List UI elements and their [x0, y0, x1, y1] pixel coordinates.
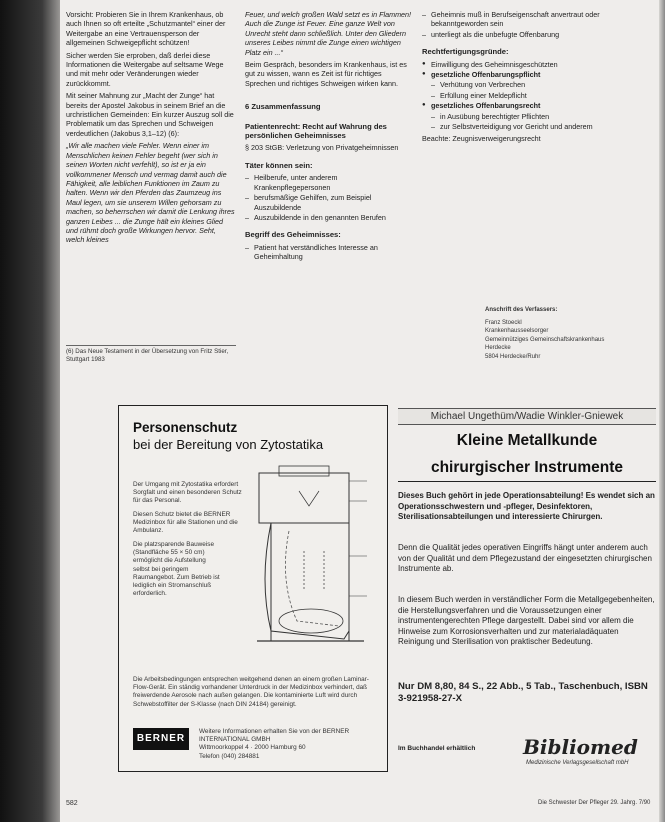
- law-reference: § 203 StGB: Verletzung von Privatgeheimnissen: [245, 143, 399, 153]
- list-item: ● Einwilligung des Geheimnisgeschützten: [422, 60, 654, 69]
- left-text-column: [66, 10, 236, 248]
- paragraph: Beim Gespräch, besonders im Krankenhaus, ist es gut zu wissen, wann es Zeit ist für richtiges Sprechen und richtiges Schweigen wirken kann.: [245, 60, 407, 88]
- list-item: – Verhütung von Verbrechen: [431, 80, 654, 89]
- advertisement-book: [398, 405, 660, 770]
- paragraph: Vorsicht: Probieren Sie in Ihrem Krankenhaus, ob auch Ihnen so oft erteilte „Schutzmantel“ einer der Weitergabe an eine Vertrauensperson der allgemeinen Schweigepflicht schützen!: [66, 10, 226, 48]
- ad-text: Diesen Schutz bietet die BERNER Medizinbox für alle Stationen und die Ambulanz.: [133, 511, 238, 535]
- ad-text: In diesem Buch werden in verständlicher Form die Metallgegebenheiten, die Herstellungsverfahren und die Voraussetzungen einer instrumentengerechten Pflege dargestellt. Dabei sind vor allem die Hinweise zum Korrosionsverhalten und zur materialadäquaten Reinigung und Sterilisation von praktischer Bedeutung.: [398, 595, 655, 647]
- berner-logo: BERNER: [133, 728, 189, 750]
- address-line: Krankenhausseelsorger: [485, 328, 549, 334]
- magazine-page: [60, 0, 660, 822]
- list-item: – Patient hat verständliches Interesse an Geheimhaltung: [245, 243, 413, 262]
- list-item: – Heilberufe, unter anderem Krankenpflegepersonen: [245, 173, 413, 192]
- bible-quote-continued: Feuer, und welch großen Wald setzt es in Flammen! Auch die Zunge ist Feuer. Eine ganze Welt von Unrecht steht dann schließlich. Unter den Gliedern unseres Leibes nimmt die Zunge einen wichtigen Platz ein ...“: [245, 10, 412, 57]
- ad-text: Denn die Qualität jedes operativen Eingriffs hängt unter anderem auch von der Qualität und dem Pflegezustand der eingesetzten chirurgischen Instrumente ab.: [398, 543, 652, 574]
- address-line: Franz Stoeckl: [485, 319, 522, 326]
- book-authors: Michael Ungethüm/Wadie Winkler-Gniewek: [398, 408, 656, 425]
- subheading: Rechtfertigungsgründe:: [422, 47, 509, 57]
- medizinbox-diagram: [249, 461, 377, 673]
- bible-quote: „Wir alle machen viele Fehler. Wenn einer im Menschlichen keinen Fehler begeht (wer sich in seinen Worten nicht verfehlt), so ist er ja ein vollkommener Mensch und vermag damit auch die Fähigkeit, alle leiblichen Funktionen im Zaum zu halten. Wenn wir den Pferden das Zaumzeug ins Maul legen, um sie unserem Willen gehorsam zu machen, so beherrschen wir damit die Lenkung ihres ganzen Leibes ... die Zunge hält ein kleines Glied und rühmt doch große Wirkungen hervor. Seht, welch kleines: [66, 141, 235, 245]
- list: [422, 10, 654, 39]
- list-item: – Auszubildende in den genannten Berufen: [245, 213, 413, 222]
- contact-line: Wittmoorkoppel 4 · 2000 Hamburg 60: [199, 744, 306, 752]
- list-item: ● gesetzliches Offenbarungsrecht: [422, 101, 654, 110]
- contact-line: Weitere Informationen erhalten Sie von der BERNER INTERNATIONAL GMBH: [199, 728, 350, 744]
- subheading: Patientenrecht: Recht auf Wahrung des persönlichen Geheimnisses: [245, 121, 387, 141]
- paragraph: Beachte: Zeugnisverweigerungsrecht: [422, 134, 541, 144]
- paragraph: Sicher werden Sie erproben, daß derlei diese Informationen die Weitergabe auf seltsame Wege und mit mehr oder Veränderungen wieder zurückkommt.: [66, 50, 224, 88]
- page-edge: [659, 0, 665, 822]
- book-spine-shadow: [0, 0, 60, 822]
- ad-title: Personenschutz: [133, 420, 238, 435]
- list-item: – Erfüllung einer Meldepflicht: [431, 91, 654, 100]
- list-item: – zur Selbstverteidigung vor Gericht und anderem: [431, 122, 654, 131]
- page-footer: Die Schwester Der Pfleger 29. Jahrg. 7/90: [538, 800, 651, 806]
- ad-lead: Dieses Buch gehört in jede Operationsabteilung! Es wendet sich an Operationsschwestern und -pfleger, Desinfektoren, Sterilisationsabteilungen und interessierte Chirurgen.: [398, 491, 655, 522]
- list-item: ● gesetzliche Offenbarungspflicht: [422, 70, 654, 79]
- contact-line: Telefon (040) 284881: [199, 752, 260, 760]
- advertisement-berner: [118, 405, 388, 772]
- ad-text: Die Arbeitsbedingungen entsprechen weitgehend denen an einem großen Laminar-Flow-Gerät. Ein ständig vorhandener Unterdruck in der Medizinbox verhindert, daß freiwerdende Aerosole nach außen gelangen. Die kontaminierte Luft wird durch Schwebstoffilter der S-Klasse (nach DIN 24184) gereinigt.: [133, 676, 369, 708]
- paragraph: Mit seiner Mahnung zur „Macht der Zunge“ hat bereits der Apostel Jakobus in seinem Brief an die urchristlichen Gemeinden: Ein kurzer Auszug soll die Problematik um das Sprechen und Schweigen verdeutlichen (Jakobus 3,1–12) (6):: [66, 91, 234, 138]
- ad-subtitle: bei der Bereitung von Zytostatika: [133, 437, 324, 452]
- page-number: 582: [66, 800, 78, 807]
- address-line: Gemeinnütziges Gemeinschaftskrankenhaus: [485, 336, 605, 343]
- availability: Im Buchhandel erhältlich: [398, 745, 476, 752]
- ad-text: Der Umgang mit Zytostatika erfordert Sorgfalt und einen besonderen Schutz für das Personal.: [133, 481, 242, 505]
- address-line: 5804 Herdecke/Ruhr: [485, 353, 541, 360]
- book-price: Nur DM 8,80, 84 S., 22 Abb., 5 Tab., Taschenbuch, ISBN 3-921958-27-X: [398, 681, 648, 704]
- right-text-column: [422, 10, 654, 147]
- list-item: – unterliegt als die unbefugte Offenbarung: [422, 30, 654, 39]
- list: [245, 243, 413, 262]
- list-item: – Geheimnis muß in Berufseigenschaft anvertraut oder bekanntgeworden sein: [422, 10, 654, 29]
- author-address: [485, 306, 645, 361]
- ad-text: Die platzsparende Bauweise (Standfläche 55 × 50 cm) ermöglicht die Aufstellung selbst bei geringem Raumangebot. Zum Betrieb ist lediglich ein Stromanschluß erforderlich.: [133, 541, 220, 598]
- subheading: Täter können sein:: [245, 160, 313, 170]
- section-heading: 6 Zusammenfassung: [245, 102, 321, 112]
- list: [422, 60, 654, 132]
- subheading: Begriff des Geheimnisses:: [245, 230, 341, 240]
- book-title: chirurgischer Instrumente: [398, 459, 656, 482]
- ad-text: [398, 491, 656, 523]
- footnote: (6) Das Neue Testament in der Übersetzung von Fritz Stier, Stuttgart 1983: [66, 345, 236, 364]
- list-item: – in Ausübung berechtigter Pflichten: [431, 112, 654, 121]
- book-title: Kleine Metallkunde: [456, 432, 598, 449]
- ad-contact: [199, 728, 379, 761]
- list: [245, 173, 413, 222]
- publisher-logo: Bibliomed: [523, 735, 638, 759]
- middle-text-column: [245, 10, 413, 263]
- publisher-subtitle: Medizinische Verlagsgesellschaft mbH: [526, 760, 629, 766]
- list-item: – berufsmäßige Gehilfen, zum Beispiel Auszubildende: [245, 193, 413, 212]
- address-line: Herdecke: [485, 345, 511, 351]
- address-label: Anschrift des Verfassers:: [485, 307, 558, 313]
